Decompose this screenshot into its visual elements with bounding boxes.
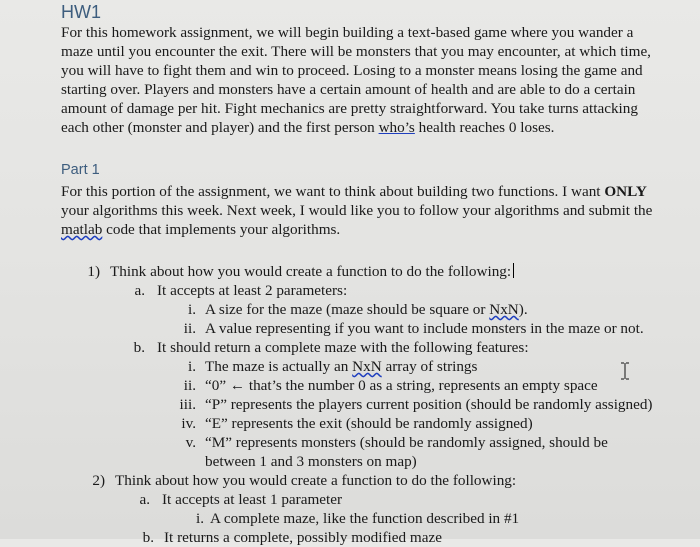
spell-flagged-word: NxN [489,301,519,318]
list-marker: ii. [183,377,196,394]
list-item: It accepts at least 1 parameter [162,491,343,508]
list-item: It should return a complete maze with the following features: [157,339,529,356]
list-item: “E” represents the exit (should be randomly assigned) [205,415,533,432]
list-marker: i. [187,358,196,375]
list-marker: a. [139,491,150,508]
intro-line: For this homework assignment, we will begin building a text-based game where you wander a [61,24,634,41]
list-item-text: ). [518,301,528,318]
part1-line [61,220,340,239]
list-marker: iv. [181,415,196,432]
part1-line [61,182,647,201]
list-marker: 2) [92,472,105,489]
list-item: Think about how you would create a function to do the following: [115,472,517,489]
list-item [205,357,477,376]
spell-flagged-word: matlab [61,221,103,238]
intro-line [61,118,554,137]
list-marker: iii. [179,396,196,413]
list-marker: b. [133,339,145,356]
part1-bold-word: ONLY [604,183,647,200]
ibeam-cursor-icon [620,362,630,380]
list-marker: ii. [183,320,196,337]
part1-line: your algorithms this week. Next week, I would like you to follow your algorithms and submit the [61,202,653,219]
intro-text: each other (monster and player) and the first person [61,119,379,136]
list-marker: i. [195,510,204,527]
doc-title: HW1 [61,2,101,22]
list-marker: v. [185,434,196,451]
intro-line: you will have to fight them and win to proceed. Losing to a monster means losing the game and [61,62,643,79]
list-item-continuation: between 1 and 3 monsters on map) [205,453,417,470]
part1-text: For this portion of the assignment, we want to think about building two functions. I want [61,183,605,200]
list-item: It returns a complete, possibly modified maze [164,529,442,546]
list-item: “P” represents the players current position (should be randomly assigned) [205,396,653,413]
list-item: “0” ← that’s the number 0 as a string, represents an empty space [205,377,598,394]
list-item-text: A size for the maze (maze should be square or [205,301,490,318]
part1-heading: Part 1 [61,162,100,178]
list-item: “M” represents monsters (should be randomly assigned, should be [205,434,608,451]
list-item: A complete maze, like the function described in #1 [210,510,520,527]
list-item [205,300,528,319]
list-item: A value representing if you want to include monsters in the maze or not. [205,320,644,337]
list-marker: i. [187,301,196,318]
list-item-text: Think about how you would create a function to do the following: [110,263,512,280]
intro-line: starting over. Players and monsters have a certain amount of health and are able to do a certain [61,81,636,98]
spell-flagged-word: NxN [352,358,382,375]
list-marker: a. [134,282,145,299]
intro-line: maze until you encounter the exit. There will be monsters that you may encounter, at which time, [61,43,651,60]
grammar-flagged-word: who’s [378,119,415,136]
list-marker: b. [142,529,154,546]
list-item: It accepts at least 2 parameters: [157,282,348,299]
text-cursor [513,263,514,278]
list-item-text: array of strings [381,358,478,375]
list-item-text: The maze is actually an [205,358,353,375]
list-item [110,262,514,281]
part1-text: code that implements your algorithms. [102,221,341,238]
intro-text: health reaches 0 loses. [414,119,555,136]
list-marker: 1) [87,263,100,280]
intro-line: amount of damage per hit. Fight mechanics are pretty straightforward. You take turns attacking [61,100,638,117]
